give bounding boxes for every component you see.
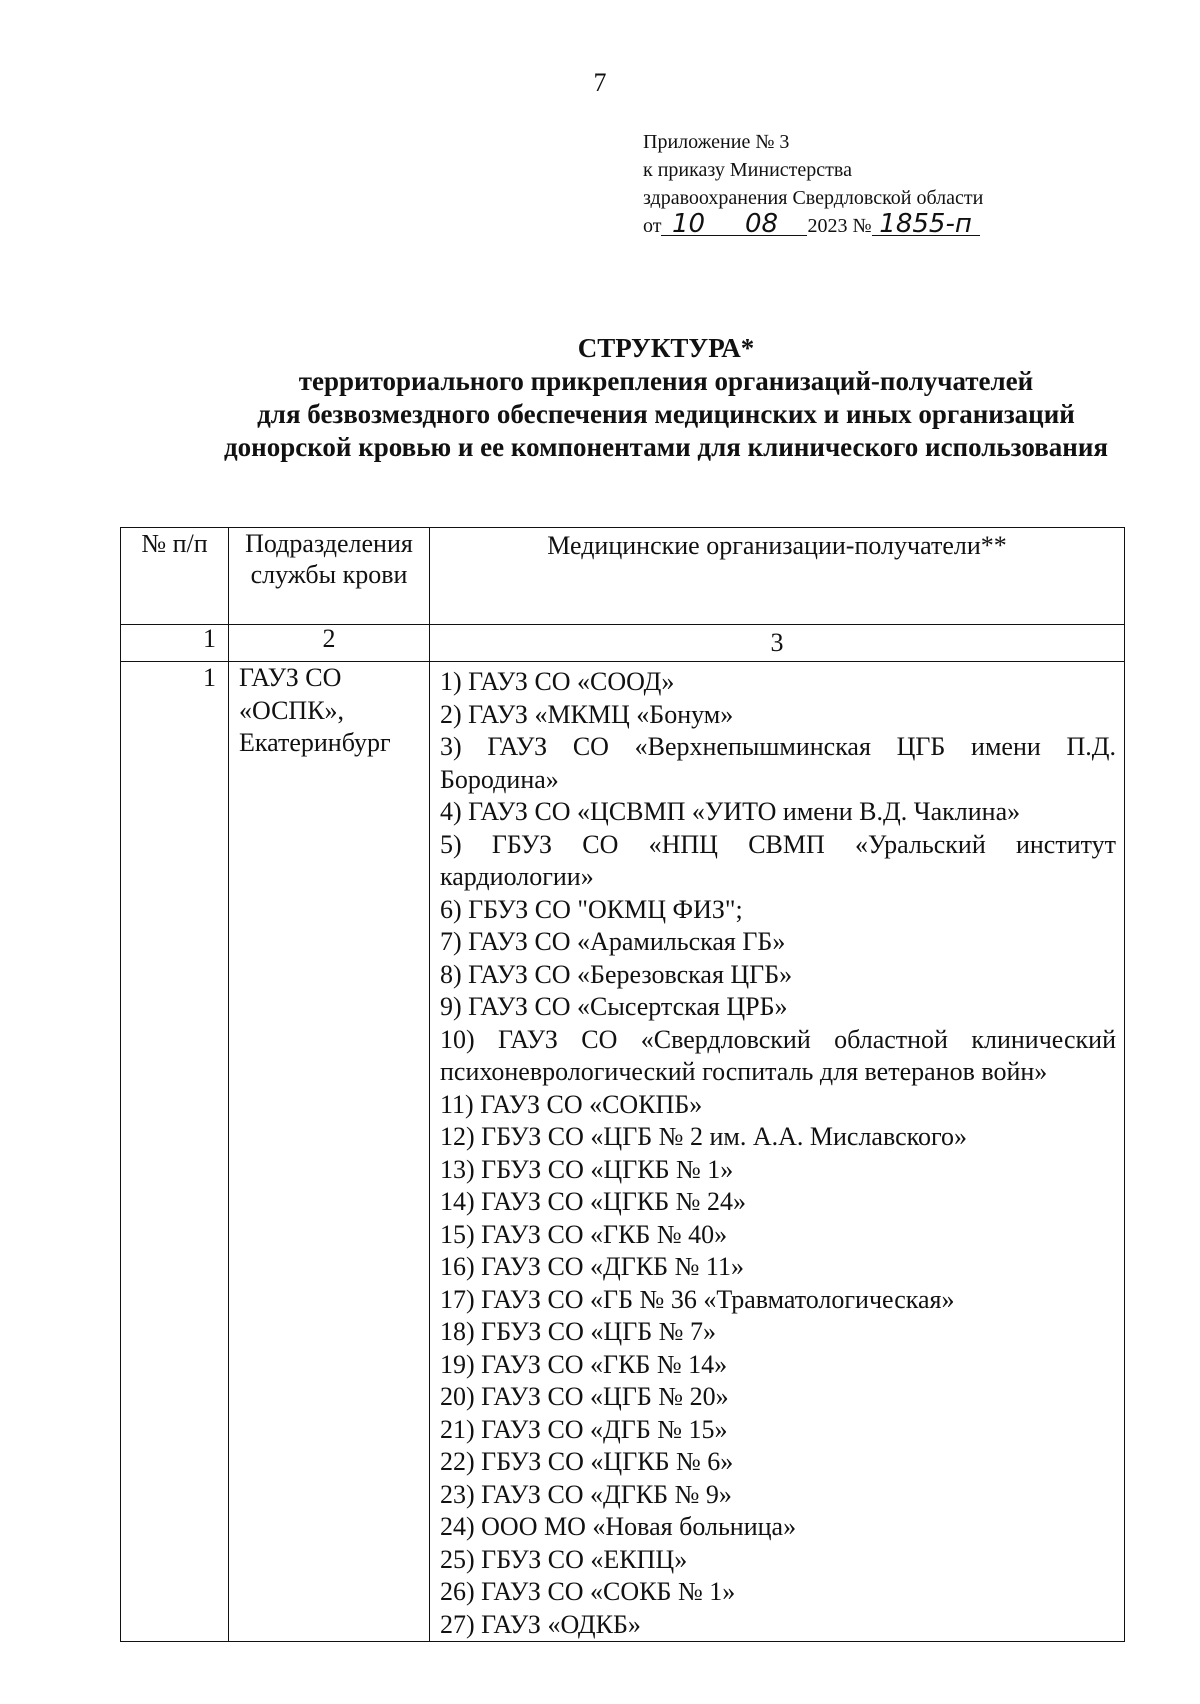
header-orgs: Медицинские организации-получатели**: [430, 528, 1125, 625]
column-index-row: [121, 625, 1125, 662]
org-item: 24) ООО МО «Новая больница»: [440, 1512, 797, 1541]
org-item: 19) ГАУЗ СО «ГКБ № 14»: [440, 1349, 728, 1379]
org-item: 27) ГАУЗ «ОДКБ»: [440, 1609, 641, 1639]
org-item: 12) ГБУЗ СО «ЦГБ № 2 им. А.А. Миславского»: [440, 1122, 967, 1151]
org-list: [430, 662, 1124, 1641]
org-item: 8) ГАУЗ СО «Березовская ЦГБ»: [440, 959, 793, 989]
handwritten-order-number: 1855-п: [872, 213, 980, 236]
row-num: 1: [121, 662, 229, 1642]
appendix-line-2: к приказу Министерства: [643, 159, 852, 181]
org-item: 20) ГАУЗ СО «ЦГБ № 20»: [440, 1382, 729, 1411]
org-item: 7) ГАУЗ СО «Арамильская ГБ»: [440, 927, 786, 956]
column-index-2: 2: [229, 625, 430, 662]
org-item: 14) ГАУЗ СО «ЦГКБ № 24»: [440, 1187, 746, 1216]
org-item: 5) ГБУЗ СО «НПЦ СВМП «Уральский институт кардиологии»: [440, 829, 1116, 891]
table-header-row: [121, 528, 1125, 625]
org-item: 21) ГАУЗ СО «ДГБ № 15»: [440, 1414, 728, 1444]
year-text: 2023 №: [807, 215, 872, 237]
appendix-date-line: [643, 209, 983, 240]
appendix-line-3: здравоохранения Свердловской области: [643, 187, 984, 209]
title-line-2: территориального прикрепления организаций-получателей: [298, 366, 1034, 396]
table-row: [121, 662, 1125, 1642]
org-item: 18) ГБУЗ СО «ЦГБ № 7»: [440, 1317, 716, 1346]
column-index-1: 1: [121, 625, 229, 662]
org-item: 16) ГАУЗ СО «ДГКБ № 11»: [440, 1252, 744, 1281]
date-prefix: от: [643, 215, 662, 237]
handwritten-day: 10: [661, 213, 715, 236]
org-item: 17) ГАУЗ СО «ГБ № 36 «Травматологическая»: [440, 1284, 955, 1314]
title-line-3: для безвозмездного обеспечения медицинских и иных организаций: [257, 399, 1075, 429]
appendix-line-1: Приложение № 3: [643, 131, 790, 153]
org-item: 2) ГАУЗ «МКМЦ «Бонум»: [440, 699, 734, 729]
org-item: 15) ГАУЗ СО «ГКБ № 40»: [440, 1219, 728, 1249]
org-item: 26) ГАУЗ СО «СОКБ № 1»: [440, 1577, 736, 1606]
org-item: 6) ГБУЗ СО "ОКМЦ ФИЗ";: [440, 894, 743, 924]
header-unit: Подразделения службы крови: [229, 528, 430, 625]
column-index-3: 3: [430, 625, 1125, 662]
org-item: 11) ГАУЗ СО «СОКПБ»: [440, 1089, 703, 1119]
handwritten-month: 08: [715, 213, 807, 236]
page-number: 7: [593, 68, 607, 97]
structure-table: [120, 527, 1125, 1642]
title-line-1: СТРУКТУРА*: [577, 333, 755, 363]
header-num: № п/п: [121, 528, 229, 625]
title-line-4: донорской кровью и ее компонентами для клинического использования: [224, 432, 1108, 462]
org-item: 23) ГАУЗ СО «ДГКБ № 9»: [440, 1479, 732, 1509]
document-title: [0, 332, 1200, 464]
row-unit: ГАУЗ СО «ОСПК», Екатеринбург: [229, 662, 430, 1642]
org-item: 3) ГАУЗ СО «Верхнепышминская ЦГБ имени П.Д. Бородина»: [440, 732, 1116, 794]
org-item: 22) ГБУЗ СО «ЦГКБ № 6»: [440, 1447, 734, 1476]
appendix-header: [643, 128, 983, 240]
org-item: 4) ГАУЗ СО «ЦСВМП «УИТО имени В.Д. Чаклина»: [440, 797, 1021, 826]
org-item: 9) ГАУЗ СО «Сысертская ЦРБ»: [440, 992, 788, 1021]
row-orgs: [430, 662, 1125, 1642]
org-item: 25) ГБУЗ СО «ЕКПЦ»: [440, 1544, 688, 1574]
org-item: 10) ГАУЗ СО «Свердловский областной клинический психоневрологический госпиталь для ветеранов войн»: [440, 1024, 1116, 1086]
org-item: 13) ГБУЗ СО «ЦГКБ № 1»: [440, 1154, 734, 1184]
org-item: 1) ГАУЗ СО «СООД»: [440, 667, 675, 696]
